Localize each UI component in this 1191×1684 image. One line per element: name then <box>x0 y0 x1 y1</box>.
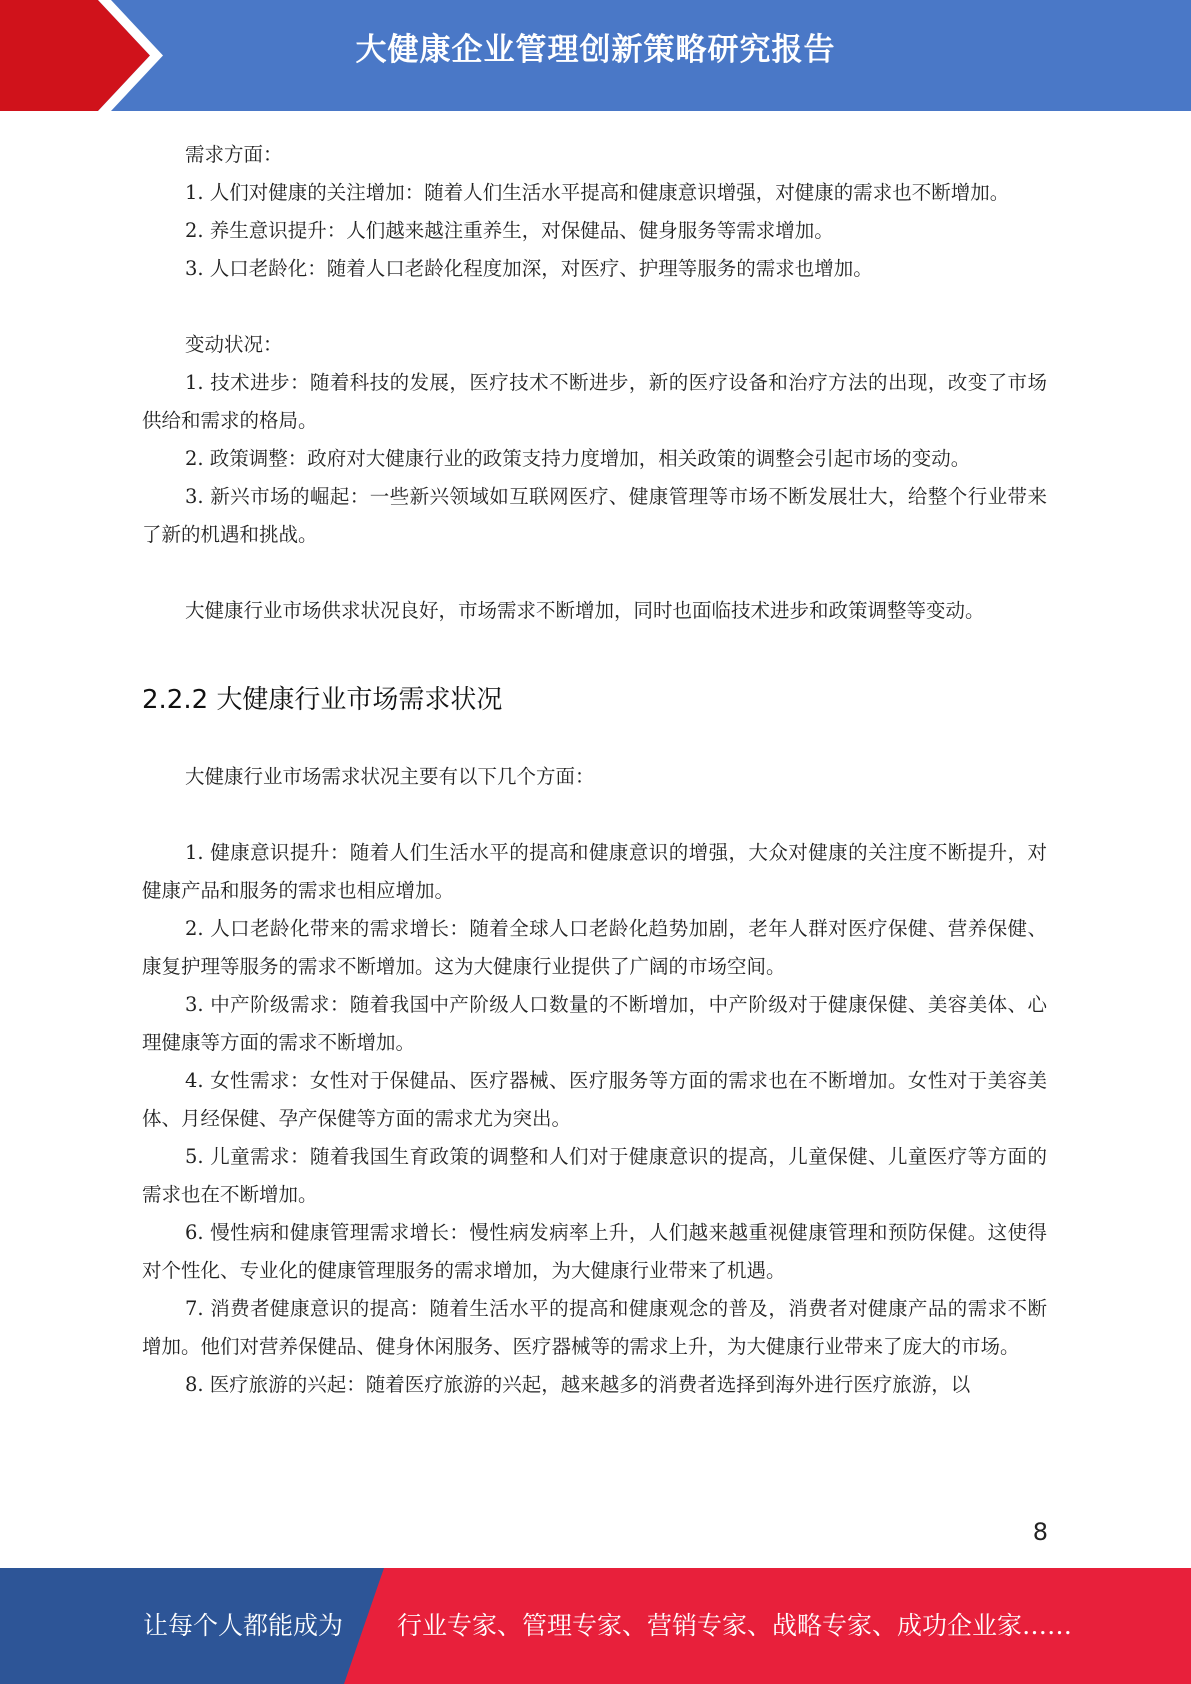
page-number: 8 <box>1032 1518 1048 1546</box>
change-item: 1. 技术进步：随着科技的发展，医疗技术不断进步，新的医疗设备和治疗方法的出现，改变了市场供给和需求的格局。 <box>142 371 1047 432</box>
change-item: 2. 政策调整：政府对大健康行业的政策支持力度增加，相关政策的调整会引起市场的变动。 <box>185 447 971 470</box>
change-heading: 变动状况： <box>185 333 283 356</box>
document-body <box>142 136 1047 1404</box>
section-item: 1. 健康意识提升：随着人们生活水平的提高和健康意识的增强，大众对健康的关注度不断提升，对健康产品和服务的需求也相应增加。 <box>142 841 1047 902</box>
section-intro: 大健康行业市场需求状况主要有以下几个方面： <box>185 765 595 788</box>
footer-slogan-left: 让每个人都能成为 <box>143 1611 344 1640</box>
section-item: 2. 人口老龄化带来的需求增长：随着全球人口老龄化趋势加剧，老年人群对医疗保健、营养保健、康复护理等服务的需求不断增加。这为大健康行业提供了广阔的市场空间。 <box>142 917 1047 978</box>
demand-item: 1. 人们对健康的关注增加：随着人们生活水平提高和健康意识增强，对健康的需求也不断增加。 <box>185 181 1010 204</box>
summary-paragraph: 大健康行业市场供求状况良好，市场需求不断增加，同时也面临技术进步和政策调整等变动。 <box>185 599 985 622</box>
demand-item: 2. 养生意识提升：人们越来越注重养生，对保健品、健身服务等需求增加。 <box>185 219 834 242</box>
demand-item: 3. 人口老龄化：随着人口老龄化程度加深，对医疗、护理等服务的需求也增加。 <box>185 257 873 280</box>
change-item: 3. 新兴市场的崛起：一些新兴领域如互联网医疗、健康管理等市场不断发展壮大，给整个行业带来了新的机遇和挑战。 <box>142 485 1047 546</box>
report-title: 大健康企业管理创新策略研究报告 <box>355 32 836 68</box>
section-item: 5. 儿童需求：随着我国生育政策的调整和人们对于健康意识的提高，儿童保健、儿童医疗等方面的需求也在不断增加。 <box>142 1145 1047 1206</box>
section-item: 8. 医疗旅游的兴起：随着医疗旅游的兴起，越来越多的消费者选择到海外进行医疗旅游，以 <box>185 1373 971 1396</box>
section-item: 7. 消费者健康意识的提高：随着生活水平的提高和健康观念的普及，消费者对健康产品的需求不断增加。他们对营养保健品、健身休闲服务、医疗器械等的需求上升，为大健康行业带来了庞大的市场。 <box>142 1297 1047 1358</box>
section-item: 4. 女性需求：女性对于保健品、医疗器械、医疗服务等方面的需求也在不断增加。女性对于美容美体、月经保健、孕产保健等方面的需求尤为突出。 <box>142 1069 1047 1130</box>
demand-heading: 需求方面： <box>185 143 283 166</box>
footer-slogan-right: 行业专家、管理专家、营销专家、战略专家、成功企业家…… <box>397 1611 1073 1640</box>
section-item: 6. 慢性病和健康管理需求增长：慢性病发病率上升，人们越来越重视健康管理和预防保健。这使得对个性化、专业化的健康管理服务的需求增加，为大健康行业带来了机遇。 <box>142 1221 1047 1282</box>
section-heading: 2.2.2 大健康行业市场需求状况 <box>142 685 503 715</box>
page-header <box>0 0 1191 111</box>
section-item: 3. 中产阶级需求：随着我国中产阶级人口数量的不断增加，中产阶级对于健康保健、美容美体、心理健康等方面的需求不断增加。 <box>142 993 1047 1054</box>
page-footer <box>0 1568 1191 1684</box>
